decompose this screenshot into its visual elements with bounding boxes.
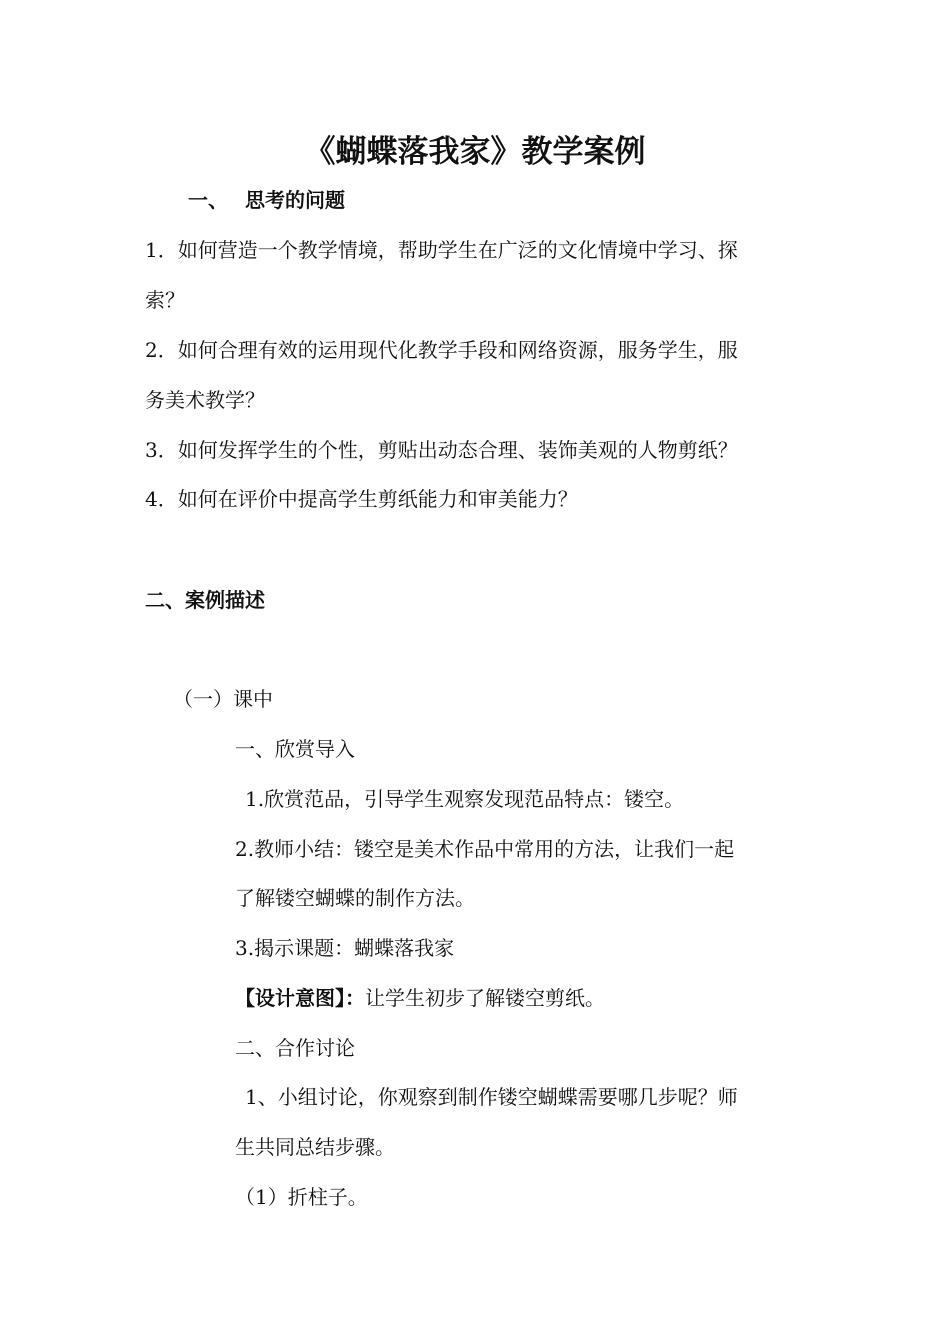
part-2-heading: 二、合作讨论: [235, 1036, 355, 1060]
subsection-heading: （一）课中: [173, 687, 273, 711]
section-1-number: 一、: [188, 188, 228, 212]
part-2-line: 生共同总结步骤。: [235, 1135, 395, 1159]
question-line: 3．如何发挥学生的个性，剪贴出动态合理、装饰美观的人物剪纸？: [145, 438, 738, 462]
design-intent-label: 【设计意图】：: [235, 986, 365, 1010]
part-1-line: 3.揭示课题：蝴蝶落我家: [235, 936, 455, 960]
section-2-heading: 二、案例描述: [145, 588, 265, 612]
design-intent-text: 让学生初步了解镂空剪纸。: [365, 986, 605, 1010]
part-1-line: 了解镂空蝴蝶的制作方法。: [235, 886, 475, 910]
question-line: 索？: [145, 288, 185, 312]
part-1-heading: 一、欣赏导入: [235, 737, 355, 761]
part-2-line: （1）折柱子。: [235, 1185, 368, 1209]
page-title: 《蝴蝶落我家》教学案例: [304, 134, 646, 170]
part-1-line: 2.教师小结：镂空是美术作品中常用的方法，让我们一起: [235, 837, 735, 861]
question-line: 4．如何在评价中提高学生剪纸能力和审美能力？: [145, 487, 578, 511]
question-line: 1．如何营造一个教学情境，帮助学生在广泛的文化情境中学习、探: [145, 238, 738, 262]
part-1-line: 1.欣赏范品，引导学生观察发现范品特点：镂空。: [245, 787, 685, 811]
question-line: 务美术教学？: [145, 388, 265, 412]
question-line: 2．如何合理有效的运用现代化教学手段和网络资源，服务学生，服: [145, 338, 738, 362]
part-2-line: 1、小组讨论，你观察到制作镂空蝴蝶需要哪几步呢？师: [245, 1085, 738, 1109]
design-intent: [235, 984, 605, 1012]
section-1-heading: 思考的问题: [245, 188, 345, 212]
